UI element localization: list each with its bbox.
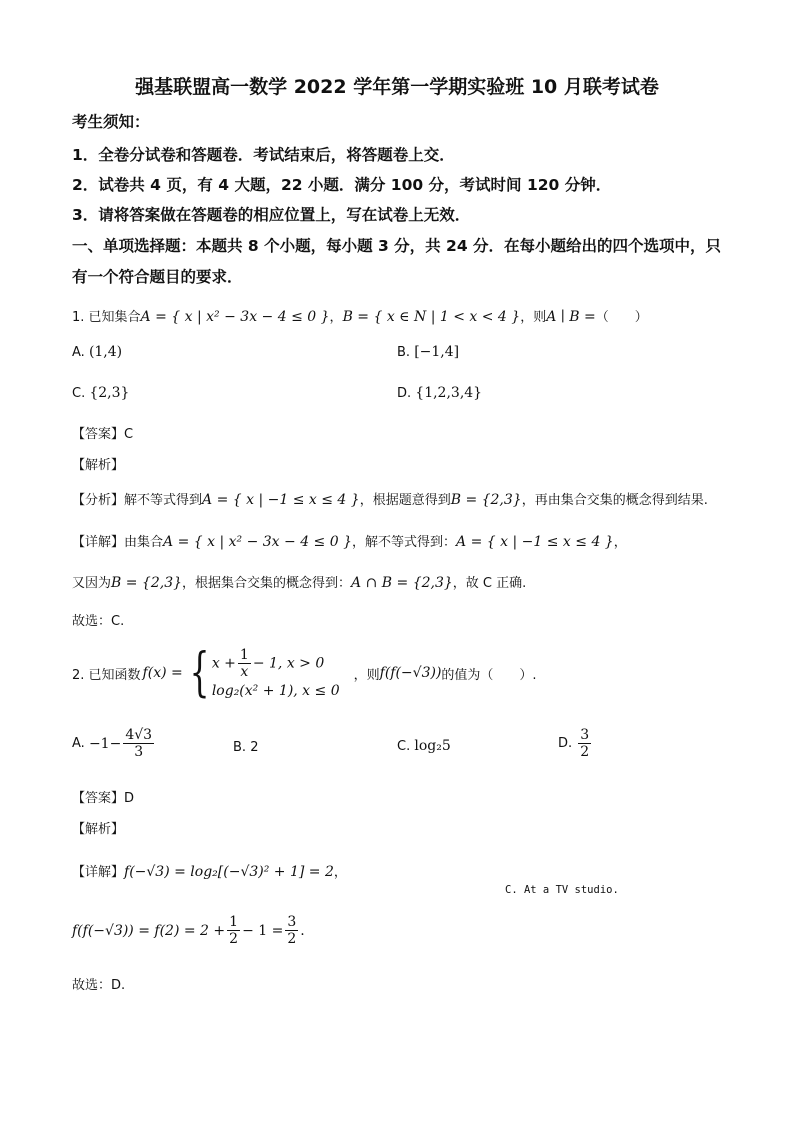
q2-option-a — [72, 727, 156, 760]
fenxi-set-b: B = {2,3} — [450, 492, 522, 508]
q2-case-2: log₂(x² + 1), x ≤ 0 — [211, 682, 340, 699]
q2-case-1 — [212, 647, 340, 680]
option-value: log₂5 — [414, 738, 451, 754]
option-value: [−1,4] — [414, 344, 460, 360]
frac-den: 3 — [134, 744, 144, 761]
brace-icon: { — [189, 642, 210, 703]
frac-num: 4√3 — [125, 727, 153, 743]
section-heading-line1: 一、单项选择题：本题共 8 个小题，每小题 3 分，共 24 分．在每小题给出的四个选项中，只 — [72, 237, 722, 255]
detail-prefix: 又因为 — [72, 576, 112, 591]
fenxi-mid: ，根据题意得到 — [359, 493, 451, 508]
option-frac — [123, 727, 154, 760]
q2-prefix: 2. 已知函数 — [72, 667, 141, 683]
q2-piecewise — [183, 642, 340, 703]
q1-conclusion: 故选：C. — [72, 614, 125, 629]
detail-suffix: ，故 C 正确. — [452, 576, 527, 591]
option-label: B. — [397, 345, 411, 360]
q1-then: ，则 — [520, 310, 547, 325]
option-label: C. — [72, 386, 86, 401]
stray-stamp-text: C. At a TV studio. — [505, 884, 619, 896]
q2-conclusion: 故选：D. — [72, 978, 126, 993]
section-heading-line2: 有一个符合题目的要求． — [72, 268, 243, 286]
detail-result-frac — [285, 914, 298, 947]
q1-set-b: B = { x ∈ N | 1 < x < 4 } — [342, 309, 521, 325]
frac-num: 3 — [580, 727, 590, 743]
detail-mid: ，解不等式得到： — [352, 535, 457, 550]
q2-option-c — [397, 738, 451, 754]
fenxi-suffix: ，再由集合交集的概念得到结果. — [521, 493, 708, 508]
detail-result: A ∩ B = {2,3} — [351, 575, 453, 591]
detail-prefix: 【详解】 — [72, 865, 125, 880]
q2-fx: f(x) = — [142, 665, 183, 681]
q1-expr: A ∣ B = — [546, 309, 596, 325]
frac-num: 1 — [229, 914, 239, 930]
q2-ask-expr: f(f(−√3)) — [379, 665, 442, 681]
q2-detail-1 — [72, 861, 347, 880]
notice-item-2: 2．试卷共 4 页，有 4 大题，22 小题．满分 100 分，考试时间 120 分钟． — [72, 176, 612, 194]
option-label: D. — [397, 386, 412, 401]
frac-num: 3 — [287, 914, 297, 930]
notice-heading: 考生须知： — [72, 113, 150, 131]
detail-set: A = { x | x² − 3x − 4 ≤ 0 } — [163, 534, 353, 550]
detail-mid: ，根据集合交集的概念得到： — [182, 576, 352, 591]
fenxi-prefix: 【分析】解不等式得到 — [72, 493, 203, 508]
q1-fenxi — [72, 489, 708, 508]
option-label: C. — [397, 739, 411, 754]
detail-prefix: 【详解】由集合 — [72, 535, 164, 550]
q1-sep: ， — [329, 310, 343, 325]
frac-den: 2 — [580, 744, 590, 761]
detail-end: . — [300, 922, 305, 939]
detail-suffix: ， — [613, 535, 627, 550]
option-label: D. — [558, 736, 573, 752]
question-1 — [72, 306, 648, 325]
frac-den: 2 — [229, 931, 239, 948]
q1-detail-2 — [72, 572, 526, 591]
q2-option-d — [558, 727, 593, 760]
frac-den: x — [240, 663, 249, 680]
detail-mid: − 1 = — [242, 922, 284, 939]
detail-expr: f(−√3) = log₂[(−√3)² + 1] = 2 — [124, 864, 334, 880]
detail-frac — [227, 914, 240, 947]
q1-option-b — [397, 344, 459, 360]
q1-answer: 【答案】C — [72, 427, 134, 442]
option-value: (1,4) — [88, 344, 123, 360]
page-title: 强基联盟高一数学 2022 学年第一学期实验班 10 月联考试卷 — [135, 76, 659, 98]
notice-item-3: 3．请将答案做在答题卷的相应位置上，写在试卷上无效． — [72, 206, 471, 224]
q1-set-a: A = { x | x² − 3x − 4 ≤ 0 } — [140, 309, 330, 325]
detail-result: A = { x | −1 ≤ x ≤ 4 } — [456, 534, 614, 550]
detail-suffix: ， — [333, 865, 347, 880]
q2-ask-suffix: 的值为（ ）. — [441, 667, 537, 683]
case1-a: x + — [211, 655, 236, 672]
q2-analysis-tag: 【解析】 — [72, 822, 125, 837]
fenxi-set-a: A = { x | −1 ≤ x ≤ 4 } — [202, 492, 360, 508]
detail-set-b: B = {2,3} — [111, 575, 183, 591]
notice-item-1: 1．全卷分试卷和答题卷．考试结束后，将答题卷上交． — [72, 146, 455, 164]
case1-b: − 1, x > 0 — [252, 655, 325, 672]
q1-option-c — [72, 385, 129, 401]
question-2 — [72, 640, 537, 706]
q2-option-b — [233, 740, 258, 755]
q2-cases — [212, 647, 340, 700]
option-frac — [578, 727, 591, 760]
q2-answer: 【答案】D — [72, 791, 135, 806]
q1-detail-1 — [72, 531, 627, 550]
case1-frac — [238, 647, 251, 680]
q1-blank: （ ） — [595, 310, 648, 325]
option-value-pre: −1− — [88, 735, 122, 752]
option-label: A. — [72, 345, 85, 360]
q1-option-d — [397, 385, 482, 401]
q1-analysis-tag: 【解析】 — [72, 458, 125, 473]
option-value: {1,2,3,4} — [415, 385, 483, 401]
detail-expr: f(f(−√3)) = f(2) = 2 + — [72, 922, 226, 939]
q2-ask: ，则 — [353, 667, 380, 683]
q1-prefix: 1. 已知集合 — [72, 310, 141, 325]
option-value: 2 — [250, 740, 259, 755]
frac-den: 2 — [287, 931, 297, 948]
option-value: {2,3} — [89, 385, 130, 401]
option-label: A. — [72, 736, 85, 752]
option-label: B. — [233, 740, 247, 755]
q1-option-a — [72, 344, 122, 360]
frac-num: 1 — [239, 646, 249, 663]
q2-detail-2 — [72, 914, 305, 947]
